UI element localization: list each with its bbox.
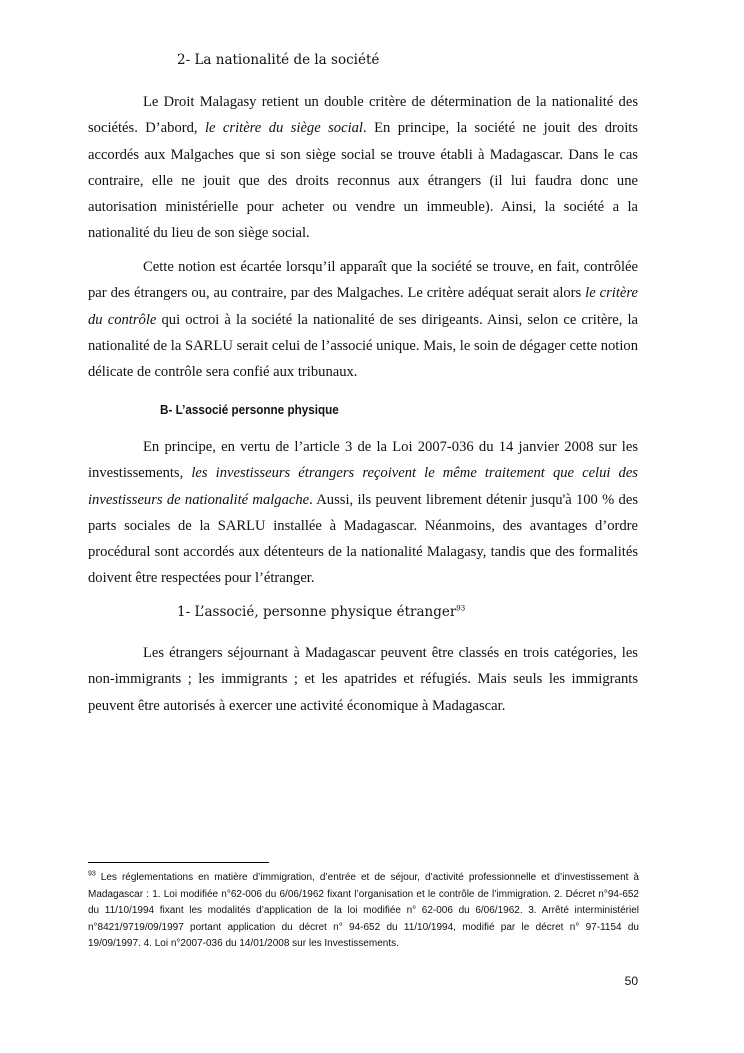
paragraph-text: Cette notion est écartée lorsqu’il apparaît que la société se trouve, en fait, contrôlée par des étrangers ou, au contraire, par des Malgaches. Le critère adéquat serait alors bbox=[88, 259, 638, 302]
paragraph-etrangers-categories bbox=[88, 640, 638, 719]
heading-text: 2- La nationalité de la société bbox=[177, 52, 380, 68]
heading-nationalite-societe bbox=[177, 52, 379, 68]
paragraph-text: . En principe, la société ne jouit des droits accordés aux Malgaches que si son siège social se trouve établi à Madagascar. Dans le cas contraire, elle ne jouit que des droits reconnus aux étrangers (il lui faudra donc une autorisation ministérielle pour acheter ou vendre un immeuble). Ainsi, la société a la nationalité du lieu de son siège social. bbox=[88, 120, 638, 242]
footnote-separator bbox=[88, 862, 269, 863]
page-number: 50 bbox=[624, 974, 638, 988]
emphasis-traitement: les investisseurs étrangers reçoivent le même traitement que celui des investisseurs de nationalité malgache bbox=[88, 465, 638, 508]
paragraph-text: qui octroi à la société la nationalité de ses dirigeants. Ainsi, selon ce critère, la nationalité de la SARLU serait celui de l’associé unique. Mais, le soin de dégager cette notion délicate de contrôle sera confié aux tribunaux. bbox=[88, 311, 638, 381]
heading-text: 1- L’associé, personne physique étranger bbox=[177, 604, 457, 620]
heading-text: B- L’associé personne physique bbox=[160, 402, 339, 417]
emphasis-siege-social: le critère du siège social bbox=[204, 120, 363, 137]
paragraph-text: Les étrangers séjournant à Madagascar peuvent être classés en trois catégories, les non-immigrants ; les immigrants ; et les apatrides et réfugiés. Mais seuls les immigrants peuvent être autorisés à exercer une activité économique à Madagascar. bbox=[88, 645, 638, 714]
paragraph-double-critere bbox=[88, 89, 638, 247]
paragraph-investissements bbox=[88, 434, 638, 592]
emphasis-controle: le critère du contrôle bbox=[88, 285, 638, 328]
footnote-number: 93 bbox=[88, 870, 96, 878]
paragraph-text: Le Droit Malagasy retient un double critère de détermination de la nationalité des sociétés. D’abord, bbox=[88, 94, 638, 137]
heading-associe-etranger bbox=[177, 604, 465, 620]
paragraph-text: En principe, en vertu de l’article 3 de la Loi 2007-036 du 14 janvier 2008 sur les investissements, bbox=[88, 439, 638, 482]
heading-associe-personne-physique bbox=[160, 402, 339, 417]
footnote bbox=[88, 870, 639, 953]
paragraph-text: . Aussi, ils peuvent librement détenir jusqu'à 100 % des parts sociales de la SARLU installée à Madagascar. Néanmoins, des avantages d’ordre procédural sont accordés aux détenteurs de la nationalité Malagasy, tandis que des formalités doivent être respectées pour l’étranger. bbox=[88, 491, 638, 587]
footnote-text: Les réglementations en matière d’immigration, d’entrée et de séjour, d’activité professionnelle et d’investissement à Madagascar : 1. Loi modifiée n°62-006 du 6/06/1962 fixant l’organisation et le contrôle de l’immigration. 2. Décret n°94-652 du 11/10/1994 fixant les modalités d’application de la loi modifiée n° 62-006 du 6/06/1962. 3. Arrêté interministériel n°8421/9719/09/1997 portant application du décret n° 94-652 du 11/10/1994, modifié par le décret n° 97-1154 du 19/09/1997. 4. Loi n°2007-036 du 14/01/2008 sur les Investissements. bbox=[88, 872, 639, 950]
paragraph-critere-controle bbox=[88, 254, 638, 385]
footnote-reference: 93 bbox=[456, 604, 466, 613]
